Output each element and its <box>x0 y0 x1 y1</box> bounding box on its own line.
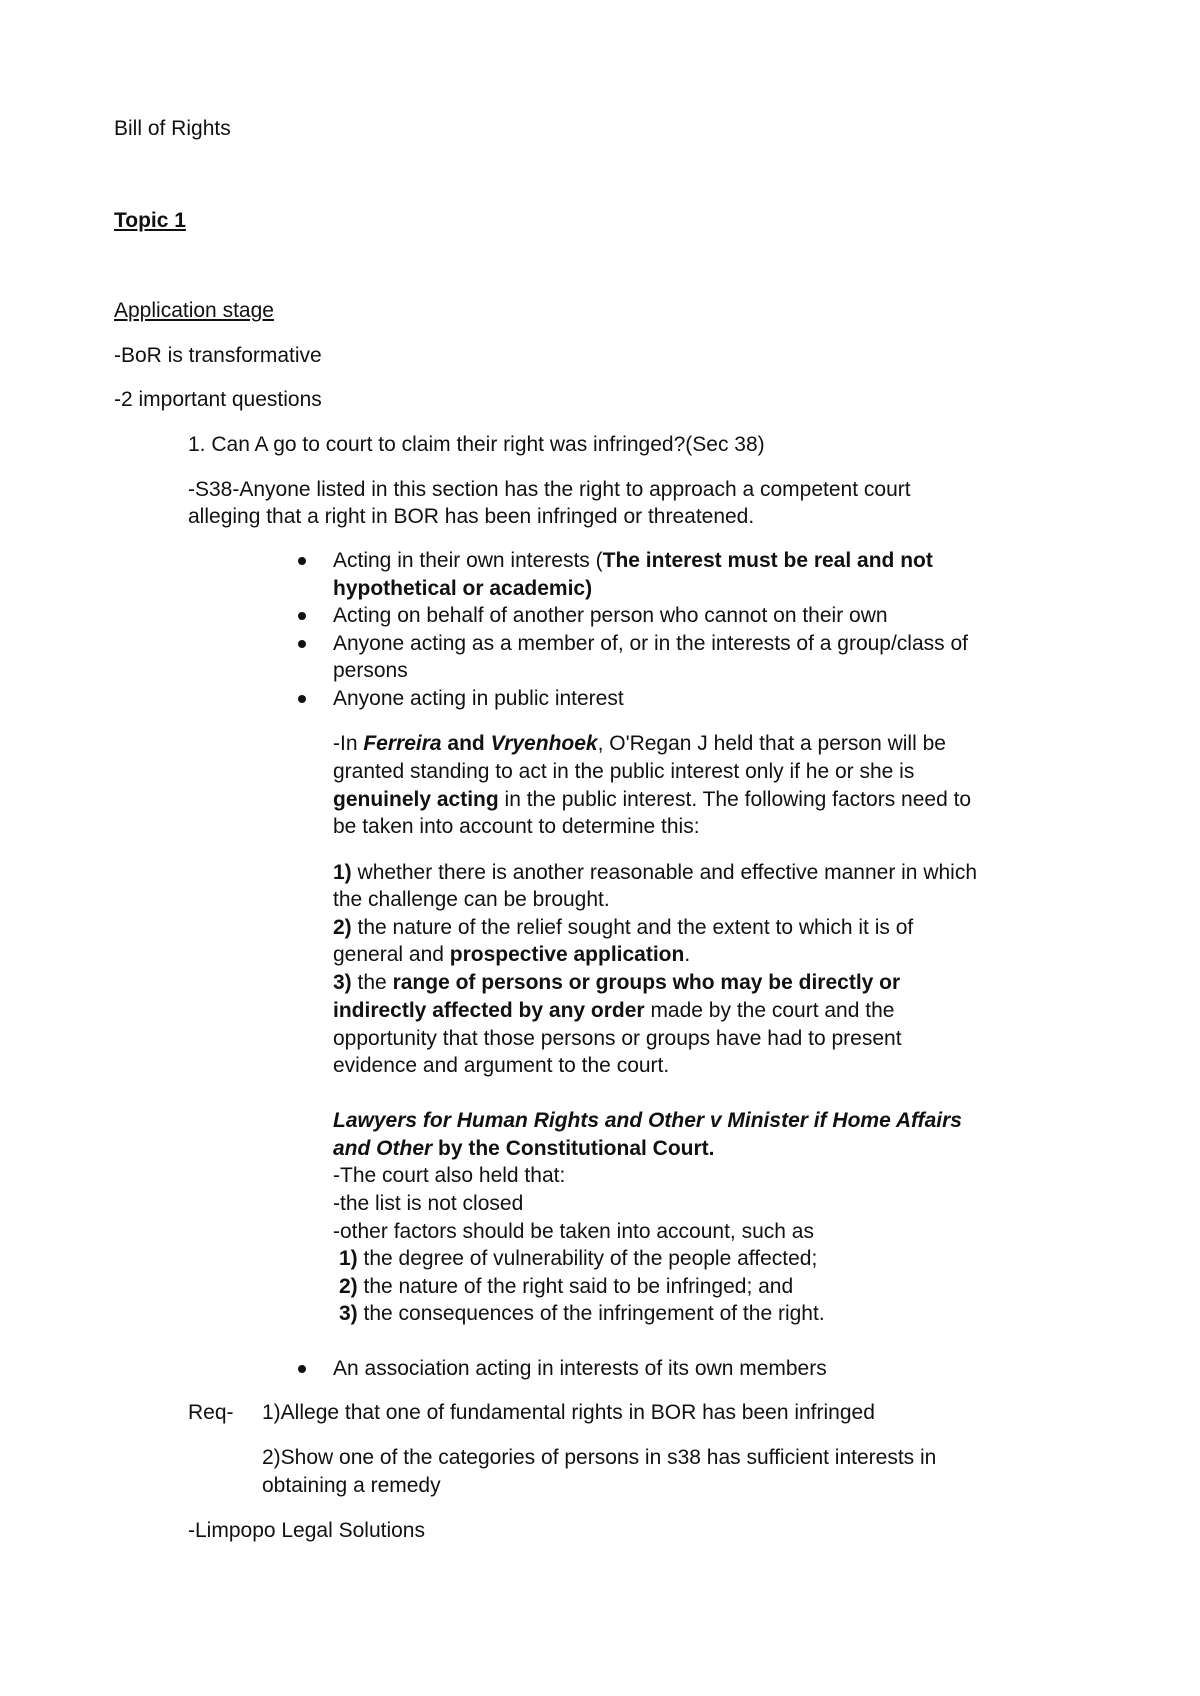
factor-line <box>333 970 900 996</box>
bullet-continuation: hypothetical or academic) <box>333 577 593 600</box>
document-title: Bill of Rights <box>114 117 231 140</box>
intro-line: -BoR is transformative <box>114 344 322 367</box>
section-heading: Application stage <box>114 299 274 322</box>
req-item: 1)Allege that one of fundamental rights in BOR has been infringed <box>262 1401 875 1424</box>
factor-number: 3) <box>333 971 352 994</box>
factor-line: evidence and argument to the court. <box>333 1054 670 1077</box>
bold-phrase: genuinely acting <box>333 788 499 811</box>
bullet-item: An association acting in interests of its own members <box>333 1357 827 1380</box>
item-number: 3) <box>339 1302 358 1325</box>
factor-text: the <box>351 971 393 994</box>
item-number: 1) <box>339 1247 358 1270</box>
bold-phrase: range of persons or groups who may be directly or <box>392 971 901 994</box>
case-name: Ferreira <box>363 732 442 755</box>
bullet-dot <box>298 1365 306 1373</box>
req-item: 2)Show one of the categories of persons in s38 has sufficient interests in <box>262 1446 937 1469</box>
ferreira-line <box>333 731 946 757</box>
ferreira-text: , O'Regan J held that a person will be <box>597 732 946 755</box>
ferreira-prefix: -In <box>333 732 364 755</box>
topic-heading: Topic 1 <box>114 209 186 232</box>
bullet-dot <box>298 557 306 565</box>
bold-phrase: indirectly affected by any order <box>333 999 645 1022</box>
bullet-item: Anyone acting as a member of, or in the interests of a group/class of <box>333 632 969 655</box>
factor-text: whether there is another reasonable and effective manner in which <box>351 861 978 884</box>
question-line: 1. Can A go to court to claim their right was infringed?(Sec 38) <box>188 433 765 456</box>
lawyers-line: -The court also held that: <box>333 1164 566 1187</box>
consideration-item <box>339 1301 825 1327</box>
case-name: and Other <box>333 1137 433 1160</box>
item-text: the degree of vulnerability of the people affected; <box>357 1247 818 1270</box>
factor-line <box>333 942 690 968</box>
case-title <box>333 1136 715 1162</box>
bullet-continuation: persons <box>333 659 408 682</box>
bullet-bold-text: The interest must be real and not <box>602 549 933 572</box>
ferreira-text: in the public interest. The following factors need to <box>498 788 972 811</box>
bullet-text: Acting in their own interests ( <box>333 549 603 572</box>
ferreira-line <box>333 787 971 813</box>
bullet-item: Acting on behalf of another person who cannot on their own <box>333 604 888 627</box>
consideration-item <box>339 1246 817 1272</box>
factor-text: made by the court and the <box>644 999 895 1022</box>
bullet-dot <box>298 612 306 620</box>
ferreira-line: granted standing to act in the public interest only if he or she is <box>333 760 915 783</box>
req-item: obtaining a remedy <box>262 1474 441 1497</box>
factor-number: 2) <box>333 916 352 939</box>
factor-number: 1) <box>333 861 352 884</box>
factor-line: opportunity that those persons or groups have had to present <box>333 1027 902 1050</box>
item-text: the consequences of the infringement of the right. <box>357 1302 825 1325</box>
bold-phrase: prospective application <box>449 943 685 966</box>
case-and: and <box>441 732 491 755</box>
last-line: -Limpopo Legal Solutions <box>188 1519 425 1542</box>
factor-line <box>333 915 913 941</box>
req-label: Req- <box>188 1401 234 1424</box>
factor-line: the challenge can be brought. <box>333 888 610 911</box>
case-name: Vryenhoek <box>490 732 598 755</box>
ferreira-line: be taken into account to determine this: <box>333 815 700 838</box>
intro-line: -2 important questions <box>114 388 322 411</box>
consideration-item <box>339 1274 793 1300</box>
bullet-dot <box>298 640 306 648</box>
factor-line <box>333 860 977 886</box>
bullet-dot <box>298 695 306 703</box>
item-number: 2) <box>339 1275 358 1298</box>
bullet-item: Anyone acting in public interest <box>333 687 624 710</box>
lawyers-line: -the list is not closed <box>333 1192 524 1215</box>
factor-text: . <box>684 943 691 966</box>
factor-line <box>333 998 894 1024</box>
item-text: the nature of the right said to be infringed; and <box>357 1275 794 1298</box>
bullet-item <box>333 548 933 574</box>
lawyers-line: -other factors should be taken into account, such as <box>333 1220 814 1243</box>
court-name: by the Constitutional Court. <box>432 1137 715 1160</box>
factor-text: general and <box>333 943 450 966</box>
case-title: Lawyers for Human Rights and Other v Minister if Home Affairs <box>333 1109 962 1132</box>
s38-line: -S38-Anyone listed in this section has the right to approach a competent court <box>188 478 911 501</box>
factor-text: the nature of the relief sought and the extent to which it is of <box>351 916 914 939</box>
s38-line: alleging that a right in BOR has been infringed or threatened. <box>188 505 755 528</box>
